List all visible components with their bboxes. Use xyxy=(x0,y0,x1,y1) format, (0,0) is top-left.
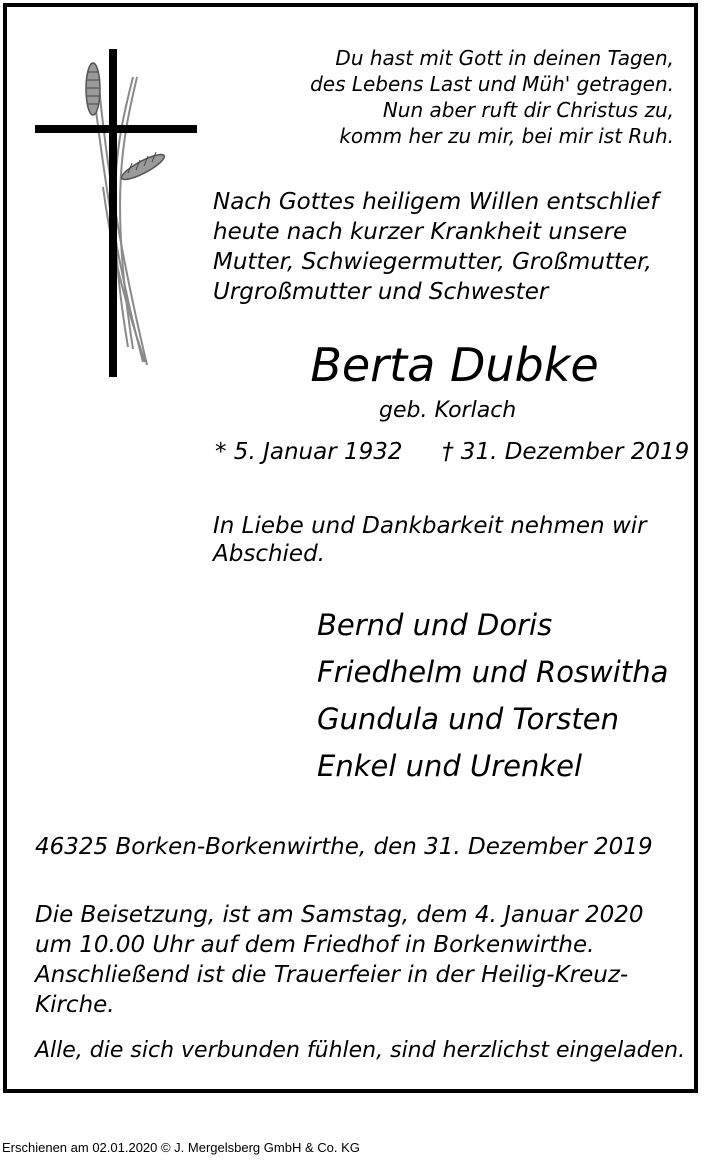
deceased-name: Berta Dubke xyxy=(310,338,599,392)
family-member: Bernd und Doris xyxy=(317,608,553,642)
birth-date: * 5. Januar 1932 xyxy=(215,439,403,465)
poem-line: Nun aber ruft dir Christus zu, xyxy=(382,98,674,122)
funeral-line: Anschließend ist die Trauerfeier in der Heilig-Kreuz- xyxy=(35,962,629,988)
funeral-line: um 10.00 Uhr auf dem Friedhof in Borkenwirthe. xyxy=(35,932,595,958)
publication-footer: Erschienen am 02.01.2020 © J. Mergelsberg GmbH & Co. KG xyxy=(2,1140,360,1155)
intro-line: Mutter, Schwiegermutter, Großmutter, xyxy=(213,249,652,275)
invitation-text: Alle, die sich verbunden fühlen, sind herzlichst eingeladen. xyxy=(35,1038,686,1063)
funeral-line: Kirche. xyxy=(35,992,115,1018)
family-member: Friedhelm und Roswitha xyxy=(317,655,669,689)
place-and-date: 46325 Borken-Borkenwirthe, den 31. Dezember 2019 xyxy=(35,834,653,860)
family-list xyxy=(317,602,668,790)
intro-text xyxy=(213,187,659,307)
birth-name: geb. Korlach xyxy=(379,398,517,423)
cross-with-wheat-icon xyxy=(33,47,199,382)
intro-line: Nach Gottes heiligem Willen entschlief xyxy=(213,189,659,215)
farewell-text xyxy=(213,512,647,568)
funeral-details xyxy=(35,900,644,1020)
poem-line: Du hast mit Gott in deinen Tagen, xyxy=(335,46,674,70)
intro-line: Urgroßmutter und Schwester xyxy=(213,279,549,305)
intro-line: heute nach kurzer Krankheit unsere xyxy=(213,219,628,245)
funeral-line: Die Beisetzung, ist am Samstag, dem 4. Januar 2020 xyxy=(35,902,644,928)
death-date: † 31. Dezember 2019 xyxy=(442,439,690,465)
poem-line: komm her zu mir, bei mir ist Ruh. xyxy=(339,124,674,148)
farewell-line: Abschied. xyxy=(213,541,325,567)
family-member: Enkel und Urenkel xyxy=(317,749,583,783)
poem xyxy=(310,45,674,149)
farewell-line: In Liebe und Dankbarkeit nehmen wir xyxy=(213,513,647,539)
obituary-notice xyxy=(3,3,698,1093)
poem-line: des Lebens Last und Müh' getragen. xyxy=(310,72,674,96)
family-member: Gundula und Torsten xyxy=(317,702,619,736)
